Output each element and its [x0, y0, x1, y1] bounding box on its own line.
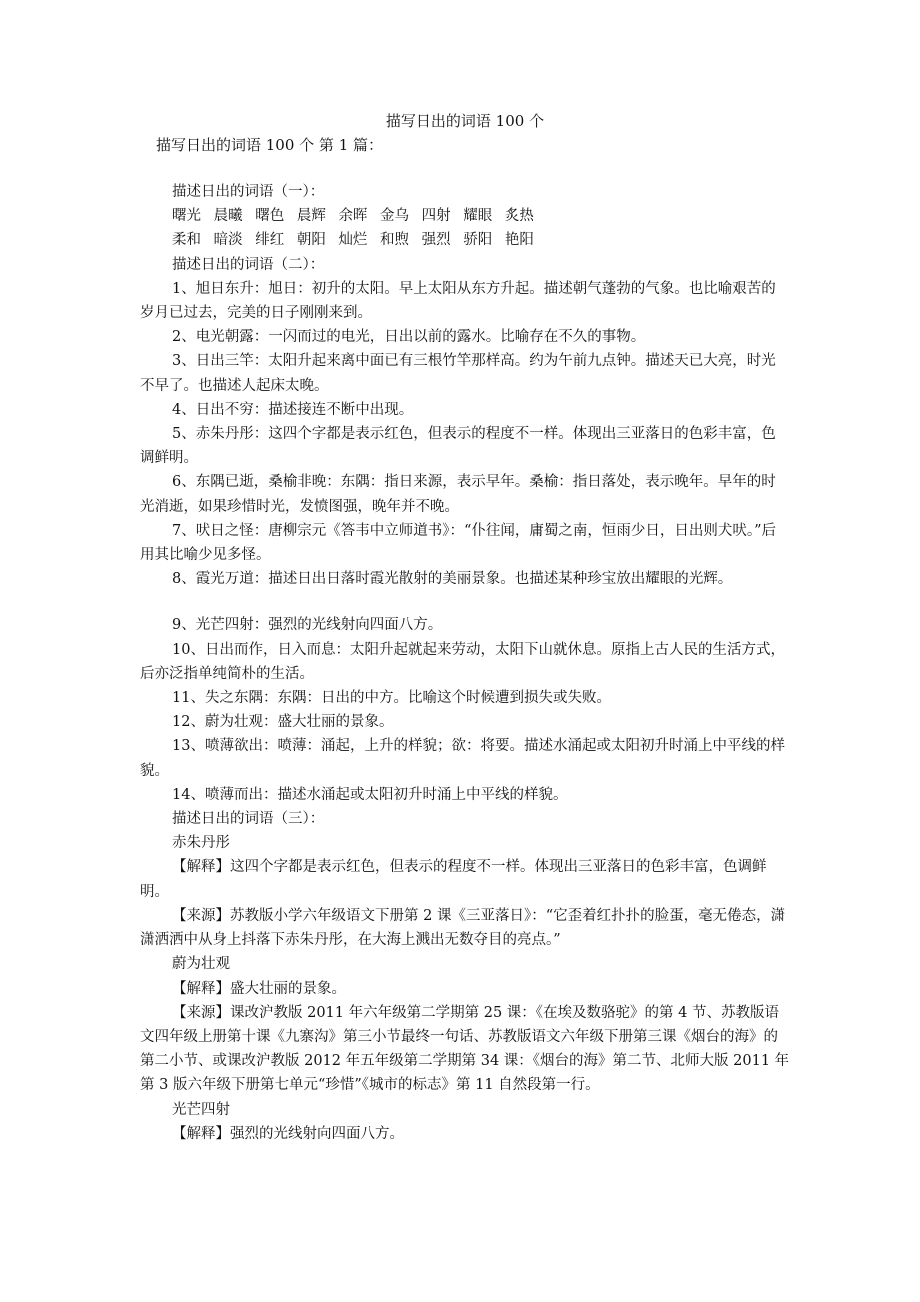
list-item: 9、光芒四射：强烈的光线射向四面八方。 [172, 617, 443, 634]
section3-heading: 描述日出的词语（三）： [172, 811, 325, 828]
words-row-1 [140, 204, 790, 228]
term-heading: 光芒四射 [172, 1101, 230, 1118]
term-heading: 蔚为壮观 [172, 956, 230, 973]
list-item: 11、失之东隅：东隅：日出的中方。比喻这个时候遭到损失或失败。 [172, 690, 611, 707]
term-explanation: 【解释】这四个字都是表示红色，但表示的程度不一样。体现出三亚落日的色彩丰富，色调鲜明。 [140, 859, 767, 900]
word: 余晖 [338, 208, 368, 225]
term-heading: 赤朱丹彤 [172, 835, 230, 852]
page-title: 描写日出的词语 100 个 [385, 112, 545, 130]
list-item: 12、蔚为壮观：盛大壮丽的景象。 [172, 714, 394, 731]
word: 艳阳 [504, 232, 534, 249]
word: 骄阳 [463, 232, 493, 249]
word: 和煦 [380, 232, 410, 249]
list-item: 13、喷薄欲出：喷薄：涌起，上升的样貌；欲：将要。描述水涌起或太阳初升时涌上中平线的样貌。 [140, 738, 785, 779]
list-item: 4、日出不穷：描述接连不断中出现。 [172, 401, 414, 418]
word: 金乌 [380, 208, 410, 225]
list-item: 7、吠日之怪：唐柳宗元《答韦中立师道书》：“仆往闻，庸蜀之南，恒雨少日，日出则犬吠。”后用其比喻少见多怪。 [140, 522, 777, 564]
spacer [140, 591, 790, 613]
word: 朝阳 [296, 232, 326, 249]
term-explanation: 【解释】强烈的光线射向四面八方。 [172, 1125, 404, 1142]
document-page [140, 110, 790, 1146]
list-item: 1、旭日东升：旭日：初升的太阳。早上太阳从东方升起。描述朝气蓬勃的气象。也比喻艰苦的岁月已过去，完美的日子刚刚来到。 [140, 280, 776, 322]
term-source: 【来源】课改沪教版 2011 年六年级第二学期第 25 课：《在埃及数骆驼》的第 4 节、苏教版语文四年级上册第十课《九寨沟》第三小节最终一句话、苏教版语文六年级下册第三课《烟台的海》的第二小节、或课改沪教版 2012 年五年级第二学期第 34 课：《烟台的海》第二节、北师大版 2011 年第 3 版六年级下册第七单元“珍惜”《城市的标志》第 11 自然段第一行。 [140, 1004, 790, 1094]
word: 晨辉 [296, 208, 326, 225]
page-subtitle: 描写日出的词语 100 个 第 1 篇： [156, 136, 384, 154]
word: 炙热 [504, 208, 534, 225]
list-item: 3、日出三竿：太阳升起来离中面已有三根竹竿那样高。约为午前九点钟。描述天已大亮，时光不早了。也描述人起床太晚。 [140, 353, 776, 394]
list-item: 10、日出而作，日入而息：太阳升起就起来劳动，太阳下山就休息。原指上古人民的生活方式，后亦泛指单纯简朴的生活。 [140, 641, 785, 682]
word: 绯红 [255, 232, 285, 249]
list-item: 5、赤朱丹彤：这四个字都是表示红色，但表示的程度不一样。体现出三亚落日的色彩丰富，色调鲜明。 [140, 426, 776, 467]
list-item: 14、喷薄而出：描述水涌起或太阳初升时涌上中平线的样貌。 [172, 786, 568, 803]
word: 曙色 [255, 208, 285, 225]
word: 曙光 [172, 208, 201, 225]
section1-heading: 描述日出的词语（一）： [172, 184, 325, 200]
word: 四射 [421, 208, 451, 225]
words-row-2 [140, 228, 790, 252]
term-explanation: 【解释】盛大壮丽的景象。 [172, 980, 346, 997]
word: 灿烂 [338, 232, 368, 249]
word: 晨曦 [213, 208, 243, 225]
list-item: 8、霞光万道：描述日出日落时霞光散射的美丽景象。也描述某种珍宝放出耀眼的光辉。 [172, 571, 733, 588]
word: 耀眼 [463, 208, 493, 225]
list-item: 6、东隅已逝，桑榆非晚：东隅：指日来源，表示早年。桑榆：指日落处，表示晚年。早年的时光消逝，如果珍惜时光，发愤图强，晚年并不晚。 [140, 474, 776, 515]
list-item: 2、电光朝露：一闪而过的电光，日出以前的露水。比喻存在不久的事物。 [172, 329, 646, 346]
word: 柔和 [172, 232, 201, 249]
word: 暗淡 [213, 232, 243, 249]
word: 强烈 [421, 232, 451, 249]
section2-heading: 描述日出的词语（二）： [172, 256, 325, 273]
term-source: 【来源】苏教版小学六年级语文下册第 2 课《三亚落日》：“它歪着红扑扑的脸蛋，毫无倦态，潇潇洒洒中从身上抖落下赤朱丹彤，在大海上溅出无数夺目的亮点。” [140, 907, 786, 949]
